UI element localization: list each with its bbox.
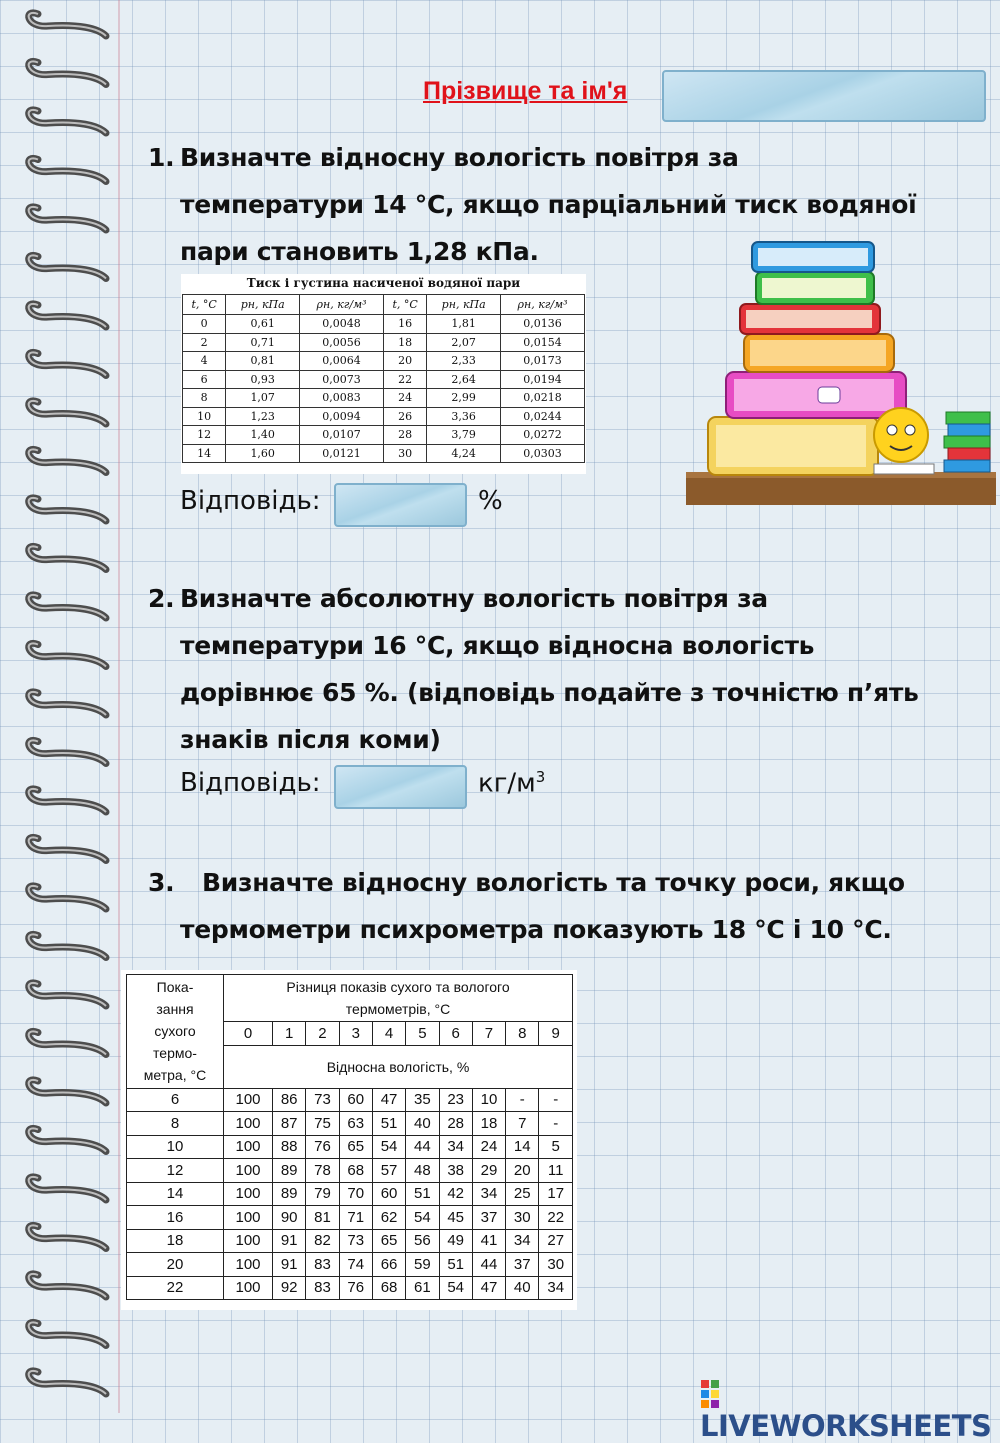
row-header: 12 bbox=[127, 1159, 224, 1183]
table-cell: 62 bbox=[372, 1206, 405, 1230]
table-cell: 54 bbox=[439, 1276, 472, 1300]
table-cell: 38 bbox=[439, 1159, 472, 1183]
table-cell: 0,0073 bbox=[300, 370, 384, 389]
table-cell: 18 bbox=[383, 333, 426, 352]
table-cell: 59 bbox=[406, 1253, 439, 1277]
margin-line bbox=[118, 0, 120, 1413]
table-cell: 100 bbox=[224, 1253, 273, 1277]
table-cell: 34 bbox=[506, 1229, 539, 1253]
spiral-ring bbox=[29, 934, 106, 957]
table-cell: 65 bbox=[372, 1229, 405, 1253]
question-2-line: знаків після коми) bbox=[180, 725, 441, 754]
table-cell: 30 bbox=[383, 444, 426, 463]
table-row bbox=[127, 1112, 573, 1136]
table-cell: 100 bbox=[224, 1206, 273, 1230]
table-cell: 42 bbox=[439, 1182, 472, 1206]
table-cell: 34 bbox=[472, 1182, 505, 1206]
table-cell: 24 bbox=[383, 389, 426, 408]
table-row bbox=[127, 1159, 573, 1183]
table-cell: 56 bbox=[406, 1229, 439, 1253]
table-cell: 100 bbox=[224, 1135, 273, 1159]
table-cell: 1,40 bbox=[226, 426, 300, 445]
table-row bbox=[183, 333, 585, 352]
table-cell: 48 bbox=[406, 1159, 439, 1183]
table-row bbox=[183, 407, 585, 426]
table-cell: 68 bbox=[339, 1159, 372, 1183]
table-cell: 30 bbox=[506, 1206, 539, 1230]
spiral-ring bbox=[29, 352, 106, 375]
logo-text: LIVEWORKSHEETS bbox=[700, 1409, 992, 1443]
table-row bbox=[127, 1135, 573, 1159]
table-cell: 0,0218 bbox=[501, 389, 585, 408]
table-cell: - bbox=[539, 1088, 573, 1112]
unit-superscript: 3 bbox=[535, 768, 546, 786]
table-cell: 78 bbox=[306, 1159, 339, 1183]
name-label: Прізвище та ім'я bbox=[423, 77, 628, 105]
table-cell: 4 bbox=[183, 352, 226, 371]
table-cell: 30 bbox=[539, 1253, 573, 1277]
column-header: t, °C bbox=[183, 295, 226, 315]
table bbox=[126, 974, 573, 1300]
column-header: t, °C bbox=[383, 295, 426, 315]
table-cell: 57 bbox=[372, 1159, 405, 1183]
table-cell: 2,33 bbox=[427, 352, 501, 371]
table-cell: 49 bbox=[439, 1229, 472, 1253]
row-header: 8 bbox=[127, 1112, 224, 1136]
table-cell: 22 bbox=[539, 1206, 573, 1230]
spiral-ring bbox=[29, 886, 106, 909]
table-cell: 27 bbox=[539, 1229, 573, 1253]
table-cell: 24 bbox=[472, 1135, 505, 1159]
table-cell: 0,0056 bbox=[300, 333, 384, 352]
table-row bbox=[127, 1182, 573, 1206]
table-cell: 0,0094 bbox=[300, 407, 384, 426]
table-cell: 11 bbox=[539, 1159, 573, 1183]
spiral-ring bbox=[29, 595, 106, 618]
table-cell: 17 bbox=[539, 1182, 573, 1206]
spiral-ring bbox=[29, 1225, 106, 1248]
table-cell: 0,0048 bbox=[300, 315, 384, 334]
table-cell: 3,36 bbox=[427, 407, 501, 426]
table-cell: 44 bbox=[472, 1253, 505, 1277]
table-cell: 1,23 bbox=[226, 407, 300, 426]
table-cell: 18 bbox=[472, 1112, 505, 1136]
spiral-binding bbox=[18, 0, 118, 1413]
table-cell: 0,0064 bbox=[300, 352, 384, 371]
question-3-line: Визначте відносну вологість та точку роси, якщо bbox=[202, 868, 905, 897]
table-cell: 0 bbox=[183, 315, 226, 334]
row-header: 22 bbox=[127, 1276, 224, 1300]
table-row bbox=[183, 315, 585, 334]
question-1-number: 1. bbox=[148, 143, 175, 172]
table-cell: 2,07 bbox=[427, 333, 501, 352]
table-cell: 0,61 bbox=[226, 315, 300, 334]
spiral-ring bbox=[29, 1274, 106, 1297]
table-cell: 1,81 bbox=[427, 315, 501, 334]
table-cell: 70 bbox=[339, 1182, 372, 1206]
table-cell: 0,0272 bbox=[501, 426, 585, 445]
spiral-ring bbox=[29, 1080, 106, 1103]
table-cell: 28 bbox=[383, 426, 426, 445]
table-cell: 63 bbox=[339, 1112, 372, 1136]
table-cell: 100 bbox=[224, 1182, 273, 1206]
spiral-ring bbox=[29, 61, 106, 84]
row-header: 10 bbox=[127, 1135, 224, 1159]
spiral-ring bbox=[29, 1031, 106, 1054]
table-cell: - bbox=[539, 1112, 573, 1136]
diff-header: 4 bbox=[372, 1022, 405, 1046]
table-cell: 8 bbox=[183, 389, 226, 408]
table-cell: 6 bbox=[183, 370, 226, 389]
table-row bbox=[127, 1276, 573, 1300]
table-cell: 0,0121 bbox=[300, 444, 384, 463]
table-row bbox=[183, 352, 585, 371]
diff-header: 0 bbox=[224, 1022, 273, 1046]
table-cell: 92 bbox=[273, 1276, 306, 1300]
logo-mark-icon bbox=[700, 1379, 720, 1409]
unit-text: кг/м bbox=[478, 768, 536, 799]
table-cell: 73 bbox=[306, 1088, 339, 1112]
table-cell: 10 bbox=[183, 407, 226, 426]
spiral-ring bbox=[29, 546, 106, 569]
table-cell: 47 bbox=[472, 1276, 505, 1300]
table-cell: 40 bbox=[506, 1276, 539, 1300]
table-cell: 35 bbox=[406, 1088, 439, 1112]
table-cell: 0,0244 bbox=[501, 407, 585, 426]
table-cell: 76 bbox=[306, 1135, 339, 1159]
table-cell: 91 bbox=[273, 1253, 306, 1277]
table-cell: 3,79 bbox=[427, 426, 501, 445]
table-cell: 89 bbox=[273, 1182, 306, 1206]
question-3-number: 3. bbox=[148, 868, 175, 897]
table-cell: 82 bbox=[306, 1229, 339, 1253]
row-header: 14 bbox=[127, 1182, 224, 1206]
spiral-ring bbox=[29, 1128, 106, 1151]
table-cell: 4,24 bbox=[427, 444, 501, 463]
table-cell: 2,64 bbox=[427, 370, 501, 389]
psychrometric-table bbox=[121, 970, 577, 1310]
spiral-ring bbox=[29, 13, 106, 36]
table-cell: 83 bbox=[306, 1253, 339, 1277]
column-header: pн, кПа bbox=[226, 295, 300, 315]
left-header: Пока- зання сухого термо- метра, °С bbox=[127, 975, 224, 1089]
answer-2-input[interactable] bbox=[334, 765, 467, 809]
table-cell: 73 bbox=[339, 1229, 372, 1253]
diff-header: 6 bbox=[439, 1022, 472, 1046]
spiral-ring bbox=[29, 1322, 106, 1345]
table-cell: 60 bbox=[339, 1088, 372, 1112]
table-cell: 86 bbox=[273, 1088, 306, 1112]
table-row bbox=[183, 389, 585, 408]
column-header: pн, кПа bbox=[427, 295, 501, 315]
table-cell: 75 bbox=[306, 1112, 339, 1136]
table-cell: 0,93 bbox=[226, 370, 300, 389]
diff-header: 2 bbox=[306, 1022, 339, 1046]
diff-header: 5 bbox=[406, 1022, 439, 1046]
table-cell: 0,0173 bbox=[501, 352, 585, 371]
table-cell: 44 bbox=[406, 1135, 439, 1159]
row-header: 18 bbox=[127, 1229, 224, 1253]
saturated-vapor-table bbox=[181, 274, 586, 474]
spiral-ring bbox=[29, 740, 106, 763]
table-cell: 74 bbox=[339, 1253, 372, 1277]
table-cell: 91 bbox=[273, 1229, 306, 1253]
table-cell: 89 bbox=[273, 1159, 306, 1183]
question-2-line: дорівнює 65 %. (відповідь подайте з точністю п’ять bbox=[180, 678, 919, 707]
table-cell: 20 bbox=[506, 1159, 539, 1183]
table-cell: 1,07 bbox=[226, 389, 300, 408]
table-cell: 2,99 bbox=[427, 389, 501, 408]
row-header: 6 bbox=[127, 1088, 224, 1112]
spiral-ring bbox=[29, 401, 106, 424]
table-cell: 12 bbox=[183, 426, 226, 445]
table-cell: 65 bbox=[339, 1135, 372, 1159]
table-cell: 66 bbox=[372, 1253, 405, 1277]
table-cell: 0,71 bbox=[226, 333, 300, 352]
table-cell: 81 bbox=[306, 1206, 339, 1230]
table-cell: 51 bbox=[372, 1112, 405, 1136]
table-cell: 41 bbox=[472, 1229, 505, 1253]
table-cell: 29 bbox=[472, 1159, 505, 1183]
table-cell: 54 bbox=[406, 1206, 439, 1230]
table-cell: 76 bbox=[339, 1276, 372, 1300]
table-cell: 83 bbox=[306, 1276, 339, 1300]
spiral-ring bbox=[29, 789, 106, 812]
question-1-line: температури 14 °С, якщо парціальний тиск водяної bbox=[180, 190, 917, 219]
table-cell: 100 bbox=[224, 1159, 273, 1183]
table-cell: 68 bbox=[372, 1276, 405, 1300]
table-cell: 34 bbox=[539, 1276, 573, 1300]
row-header: 20 bbox=[127, 1253, 224, 1277]
top-header: Різниця показів сухого та вологого термометрів, °С bbox=[224, 975, 573, 1022]
spiral-ring bbox=[29, 207, 106, 230]
table-title: Тиск і густина насиченої водяної пари bbox=[246, 276, 521, 290]
table-cell: 26 bbox=[383, 407, 426, 426]
question-3-line: термометри психрометра показують 18 °С і 10 °С. bbox=[180, 915, 892, 944]
table-row bbox=[127, 1206, 573, 1230]
question-1-line: Визначте відносну вологість повітря за bbox=[180, 143, 739, 172]
spiral-ring bbox=[29, 304, 106, 327]
name-input[interactable] bbox=[662, 70, 986, 122]
table-cell: 100 bbox=[224, 1276, 273, 1300]
table-cell: 54 bbox=[372, 1135, 405, 1159]
table-cell: 0,81 bbox=[226, 352, 300, 371]
table-cell: 23 bbox=[439, 1088, 472, 1112]
spiral-ring bbox=[29, 1177, 106, 1200]
table-cell: 37 bbox=[472, 1206, 505, 1230]
question-1-line: пари становить 1,28 кПа. bbox=[180, 237, 539, 266]
table-cell: 100 bbox=[224, 1088, 273, 1112]
answer-1-input[interactable] bbox=[334, 483, 467, 527]
sub-header: Відносна вологість, % bbox=[224, 1045, 573, 1088]
table-row bbox=[127, 1253, 573, 1277]
table-cell: 0,0194 bbox=[501, 370, 585, 389]
diff-header: 9 bbox=[539, 1022, 573, 1046]
spiral-ring bbox=[29, 643, 106, 666]
table-cell: 0,0154 bbox=[501, 333, 585, 352]
table-row bbox=[183, 426, 585, 445]
table-cell: 14 bbox=[183, 444, 226, 463]
spiral-ring bbox=[29, 255, 106, 278]
table-cell: 51 bbox=[406, 1182, 439, 1206]
smiley-icon bbox=[874, 408, 928, 462]
column-header: ρн, кг/м³ bbox=[501, 295, 585, 315]
table-cell: 25 bbox=[506, 1182, 539, 1206]
row-header: 16 bbox=[127, 1206, 224, 1230]
table-cell: 34 bbox=[439, 1135, 472, 1159]
spiral-ring bbox=[29, 498, 106, 521]
table-cell: - bbox=[506, 1088, 539, 1112]
table-cell: 20 bbox=[383, 352, 426, 371]
table-row bbox=[183, 370, 585, 389]
answer-1-unit: % bbox=[478, 486, 503, 516]
table-cell: 45 bbox=[439, 1206, 472, 1230]
table-cell: 7 bbox=[506, 1112, 539, 1136]
table-cell: 22 bbox=[383, 370, 426, 389]
table-cell: 10 bbox=[472, 1088, 505, 1112]
spiral-ring bbox=[29, 837, 106, 860]
table-cell: 47 bbox=[372, 1088, 405, 1112]
shelf bbox=[686, 475, 996, 505]
table-cell: 1,60 bbox=[226, 444, 300, 463]
table-cell: 14 bbox=[506, 1135, 539, 1159]
spiral-ring bbox=[29, 983, 106, 1006]
column-header: ρн, кг/м³ bbox=[300, 295, 384, 315]
table-cell: 79 bbox=[306, 1182, 339, 1206]
table-cell: 61 bbox=[406, 1276, 439, 1300]
table-cell: 71 bbox=[339, 1206, 372, 1230]
table-cell: 28 bbox=[439, 1112, 472, 1136]
question-2-number: 2. bbox=[148, 584, 175, 613]
table-cell: 100 bbox=[224, 1112, 273, 1136]
spiral-ring bbox=[29, 1371, 106, 1394]
diff-header: 7 bbox=[472, 1022, 505, 1046]
table-cell: 37 bbox=[506, 1253, 539, 1277]
table-cell: 60 bbox=[372, 1182, 405, 1206]
question-2-line: Визначте абсолютну вологість повітря за bbox=[180, 584, 768, 613]
table-row bbox=[127, 1088, 573, 1112]
table-cell: 2 bbox=[183, 333, 226, 352]
table-row bbox=[183, 444, 585, 463]
table-cell: 0,0303 bbox=[501, 444, 585, 463]
answer-label: Відповідь: bbox=[180, 768, 321, 798]
diff-header: 3 bbox=[339, 1022, 372, 1046]
table-cell: 0,0107 bbox=[300, 426, 384, 445]
table-cell: 0,0136 bbox=[501, 315, 585, 334]
question-2-line: температури 16 °С, якщо відносна вологість bbox=[180, 631, 815, 660]
spiral-ring bbox=[29, 449, 106, 472]
table-cell: 87 bbox=[273, 1112, 306, 1136]
table-cell: 0,0083 bbox=[300, 389, 384, 408]
table-cell: 51 bbox=[439, 1253, 472, 1277]
spiral-ring bbox=[29, 158, 106, 181]
spiral-ring bbox=[29, 692, 106, 715]
diff-header: 1 bbox=[273, 1022, 306, 1046]
table bbox=[182, 294, 585, 463]
table-cell: 90 bbox=[273, 1206, 306, 1230]
table-cell: 5 bbox=[539, 1135, 573, 1159]
diff-header: 8 bbox=[506, 1022, 539, 1046]
table-cell: 88 bbox=[273, 1135, 306, 1159]
table-cell: 40 bbox=[406, 1112, 439, 1136]
answer-2-unit bbox=[478, 768, 545, 799]
table-cell: 16 bbox=[383, 315, 426, 334]
liveworksheets-logo bbox=[700, 1375, 1000, 1443]
books-illustration bbox=[686, 232, 996, 510]
answer-label: Відповідь: bbox=[180, 486, 321, 516]
table-cell: 100 bbox=[224, 1229, 273, 1253]
table-row bbox=[127, 1229, 573, 1253]
spiral-ring bbox=[29, 110, 106, 133]
